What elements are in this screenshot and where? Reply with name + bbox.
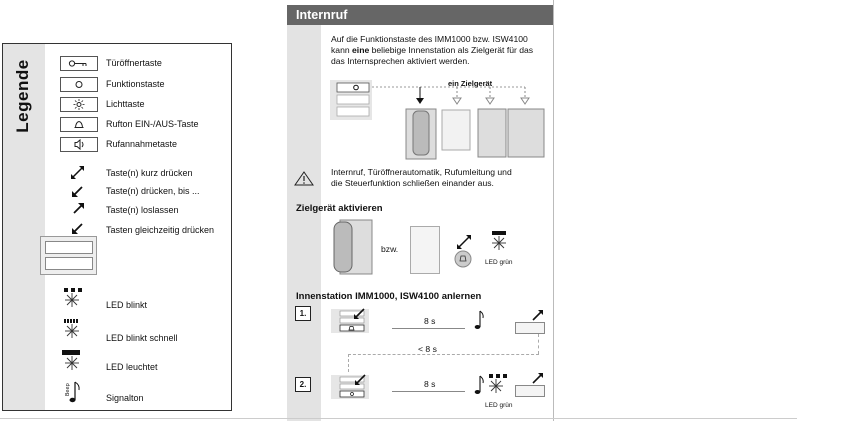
step-1-badge: 1.: [295, 306, 311, 321]
step-2-press-icon: [355, 372, 367, 390]
press-briefly-icon: [70, 164, 86, 185]
step-2-duration: 8 s: [424, 379, 436, 389]
simultaneous-keys-illustration: [40, 236, 97, 275]
warning-line-2: die Steuerfunktion schließen einander aus.: [331, 178, 494, 188]
step-2-timeline: [392, 391, 465, 392]
legend-label-release: Taste(n) loslassen: [106, 205, 179, 215]
legend-label-bell: Rufton EIN-/AUS-Taste: [106, 119, 199, 129]
light-key-icon: [60, 97, 98, 112]
release-icon: [71, 202, 85, 221]
press-bell-button-icon: [451, 233, 477, 274]
step-2-release-icon: [531, 372, 543, 390]
connector-line-down: [348, 354, 350, 372]
section-learn-heading: Innenstation IMM1000, ISW4100 anlernen: [296, 291, 482, 302]
led-blink-icon: [62, 288, 82, 313]
connector-line: [538, 334, 540, 354]
connector-line-horizontal: [348, 354, 539, 356]
led-green-on-icon: [489, 231, 509, 256]
legend-label-door: Türöffnertaste: [106, 58, 162, 68]
legend-label-press-briefly: Taste(n) kurz drücken: [106, 168, 193, 178]
step-1-timeline: [392, 328, 465, 329]
page-divider: [553, 0, 554, 421]
legend-label-light: Lichttaste: [106, 99, 145, 109]
led-on-icon: [62, 350, 82, 376]
intro-line-1: Auf die Funktionstaste des IMM1000 bzw. ISW4100: [331, 34, 528, 44]
legend-label-call-accept: Rufannahmetaste: [106, 139, 178, 149]
intro-line-2: kann eine beliebige Innenstation als Zielgerät für das: [331, 45, 534, 55]
side-column: [287, 25, 321, 421]
legend-title: Legende: [13, 59, 32, 133]
intro-line-3: das Internsprechen aktiviert werden.: [331, 56, 470, 66]
or-label: bzw.: [381, 244, 399, 254]
section-target-heading: Zielgerät aktivieren: [296, 203, 383, 214]
warning-icon: [294, 170, 314, 191]
intercom-panel-illustration: [410, 226, 440, 274]
legend-label-press-until: Taste(n) drücken, bis ...: [106, 186, 200, 196]
legend-label-function: Funktionstaste: [106, 79, 165, 89]
door-key-icon: [60, 56, 98, 71]
section-header: Internruf: [287, 5, 553, 25]
legend-label-signal: Signalton: [106, 393, 144, 403]
svg-text:Beep: Beep: [65, 383, 71, 396]
legend-label-led-fast-blink: LED blinkt schnell: [106, 333, 178, 343]
bell-key-icon: [60, 117, 98, 132]
step-1-duration: 8 s: [424, 316, 436, 326]
legend-label-press-simultaneously: Tasten gleichzeitig drücken: [106, 225, 215, 235]
step-2-led-blink-icon: [486, 374, 507, 399]
led-fast-blink-icon: [62, 319, 82, 344]
led-green-label: LED grün: [485, 259, 513, 266]
legend-panel: [2, 43, 232, 411]
legend-label-led-on: LED leuchtet: [106, 362, 158, 372]
step-2-beep-icon: [469, 374, 487, 403]
signal-tone-icon: [63, 380, 83, 411]
step-1-press-icon: [354, 306, 366, 324]
step-1-release-icon: [531, 309, 543, 327]
step-2-badge: 2.: [295, 377, 311, 392]
target-device-diagram: [330, 80, 550, 165]
call-accept-key-icon: [60, 137, 98, 152]
step-1-beep-icon: [469, 309, 487, 338]
press-until-icon: [71, 184, 85, 203]
handset-illustration: [332, 218, 376, 281]
step-2-led-green-label: LED grün: [485, 402, 513, 409]
warning-line-1: Internruf, Türöffnerautomatik, Rufumleitung und: [331, 167, 512, 177]
page-bottom-line: [0, 418, 797, 419]
step-interval: < 8 s: [418, 344, 437, 354]
legend-label-led-blink: LED blinkt: [106, 300, 148, 310]
circle-key-icon: [60, 77, 98, 92]
diagram-label: ein Zielgerät: [448, 79, 493, 88]
